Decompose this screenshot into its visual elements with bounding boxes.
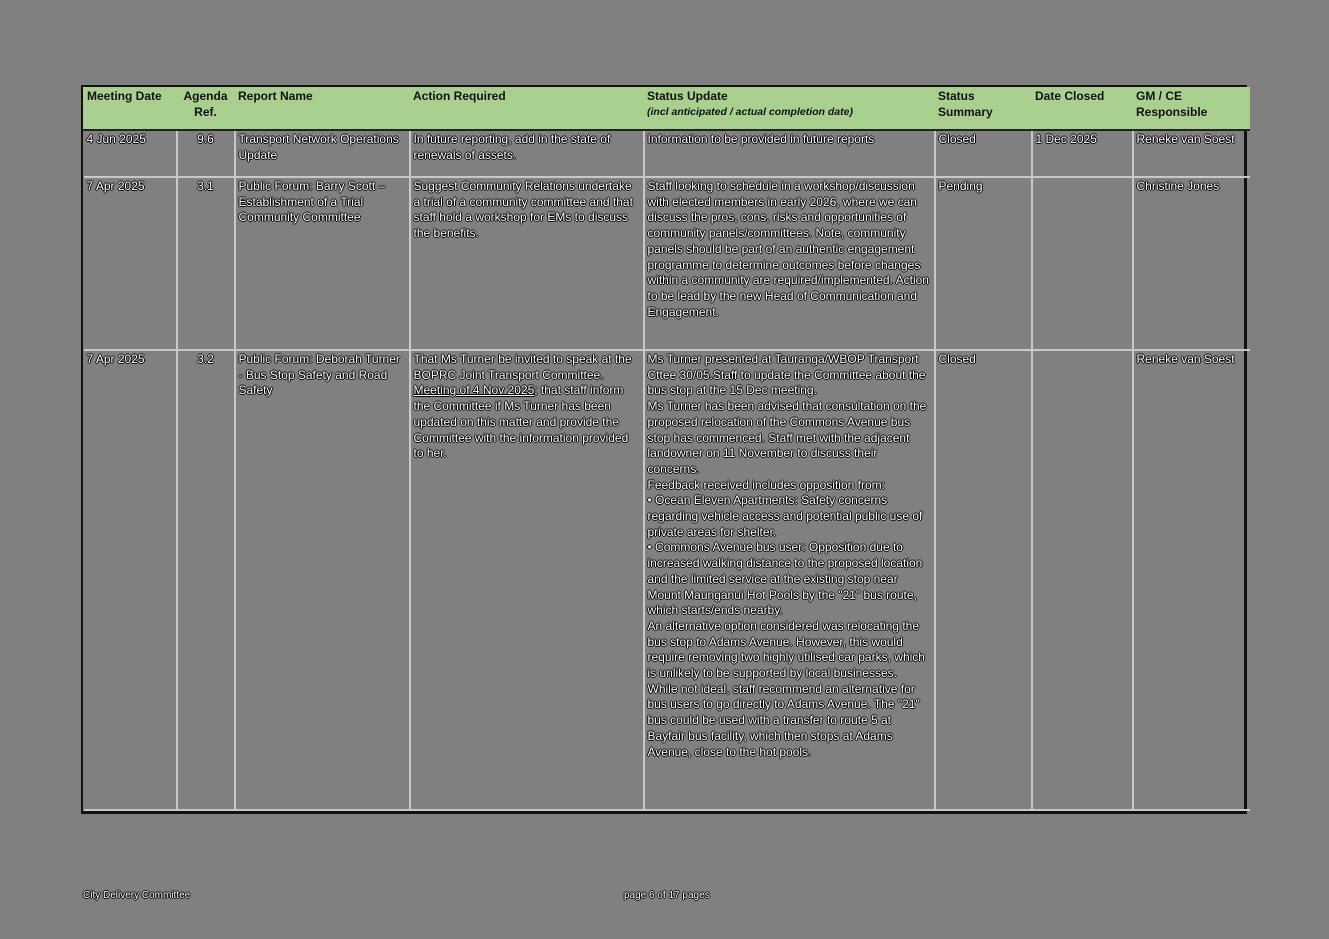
cell-status-update <box>644 177 935 350</box>
meeting-date-underlined: Meeting of 4 Nov 2025 <box>413 383 535 398</box>
header-label: Meeting Date <box>87 89 162 103</box>
col-header-status-summary <box>935 87 1032 130</box>
status-paragraph: While not ideal, staff recommend an alternative for bus users to go directly to Adams Avenue. The "21" bus could be used with a transfer to route 5 at Bayfair bus facility, which then stops at Adams Avenue, close to the hot pools. <box>647 681 920 759</box>
status-paragraph: An alternative option considered was relocating the bus stop to Adams Avenue. However, this would require removing two highly utilised car parks, which is unlikely to be supported by local businesses. <box>647 618 925 681</box>
header-sublabel: (incl anticipated / actual completion date) <box>647 105 853 118</box>
cell-status-summary: Pending <box>935 177 1032 350</box>
cell-meeting-date: 4 Jun 2025 <box>84 130 177 177</box>
action-tracker-table <box>83 87 1250 811</box>
cell-responsible: Christine Jones <box>1133 177 1250 350</box>
table-row <box>84 130 1250 177</box>
cell-meeting-date: 7 Apr 2025 <box>84 350 177 810</box>
col-header-action-required <box>410 87 644 130</box>
header-label: Status Summary <box>938 89 993 119</box>
cell-agenda-ref: 3.2 <box>177 350 235 810</box>
cell-responsible: Reneke van Soest <box>1133 350 1250 810</box>
cell-action-required: Suggest Community Relations undertake a trial of a community committee and that staff hold a workshop for EMs to discuss the benefits. <box>410 177 644 350</box>
cell-agenda-ref: 3.1 <box>177 177 235 350</box>
status-bullet: • Ocean Eleven Apartments: Safety concerns regarding vehicle access and potential public use of private areas for shelter. <box>647 493 923 539</box>
header-label: Date Closed <box>1035 89 1105 103</box>
col-header-agenda-ref <box>177 87 235 130</box>
action-tracker-table-container <box>81 85 1247 814</box>
cell-date-closed <box>1032 350 1133 810</box>
header-label: Status Update <box>647 89 728 103</box>
status-paragraph: Feedback received includes opposition from: <box>647 477 885 492</box>
table-header-row <box>84 87 1250 130</box>
cell-report-name: Public Forum: Barry Scott – Establishment of a Trial Community Committee <box>235 177 410 350</box>
cell-date-closed <box>1032 177 1133 350</box>
status-paragraph: Ms Turner presented at Tauranga/WBOP Transport Cttee 30/05.Staff to update the Committee about the bus stop at the 15 Dec meeting. <box>647 352 926 398</box>
cell-action-required <box>410 350 644 810</box>
action-text: That Ms Turner be invited to speak at the BOPRC Joint Transport Committee. <box>413 352 632 382</box>
cell-status-update <box>644 130 935 177</box>
cell-status-update <box>644 350 935 810</box>
footer-page-number: page 6 of 17 pages <box>624 890 710 901</box>
col-header-date-closed <box>1032 87 1133 130</box>
action-text: ; that staff inform the Committee if Ms Turner has been updated on this matter and provide the Committee with the information provided to her. <box>413 383 629 461</box>
status-paragraph: Information to be provided in future reports <box>647 132 875 146</box>
header-label: Report Name <box>238 89 313 103</box>
cell-responsible: Reneke van Soest <box>1133 130 1250 177</box>
col-header-report-name <box>235 87 410 130</box>
cell-report-name: Public Forum: Deborah Turner - Bus Stop Safety and Road Safety <box>235 350 410 810</box>
cell-status-summary: Closed <box>935 130 1032 177</box>
cell-meeting-date: 7 Apr 2025 <box>84 177 177 350</box>
header-label: GM / CE Responsible <box>1136 89 1208 119</box>
table-row <box>84 177 1250 350</box>
footer-committee-name: City Delivery Committee <box>83 890 191 901</box>
cell-status-summary: Closed <box>935 350 1032 810</box>
col-header-responsible <box>1133 87 1250 130</box>
status-paragraph: Ms Turner has been advised that consultation on the proposed relocation of the Commons Avenue bus stop has commenced. Staff met with the adjacent landowner on 11 November to discuss their concerns. <box>647 399 927 476</box>
col-header-status-update <box>644 87 935 130</box>
cell-report-name: Transport Network Operations Update <box>235 130 410 177</box>
cell-action-required: In future reporting, add in the state of renewals of assets. <box>410 130 644 177</box>
status-paragraph: Staff looking to schedule in a workshop/discussion with elected members in early 2026, where we can discuss the pros, cons, risks and opportunities of community panels/committees. Note, community panels should be part of an authentic engagement programme to determine outcomes before changes within a community are required/implemented. Action to be lead by the new Head of Communication and Engagement. <box>647 179 929 319</box>
col-header-meeting-date <box>84 87 177 130</box>
table-row <box>84 350 1250 810</box>
header-label: Action Required <box>413 89 506 103</box>
cell-date-closed: 1 Dec 2025 <box>1032 130 1133 177</box>
header-label: Agenda Ref. <box>183 89 228 119</box>
status-bullet: • Commons Avenue bus user: Opposition due to increased walking distance to the proposed location and the limited service at the existing stop near Mount Maunganui Hot Pools by the "21" bus route, which starts/ends nearby. <box>647 540 923 618</box>
cell-agenda-ref: 9.6 <box>177 130 235 177</box>
